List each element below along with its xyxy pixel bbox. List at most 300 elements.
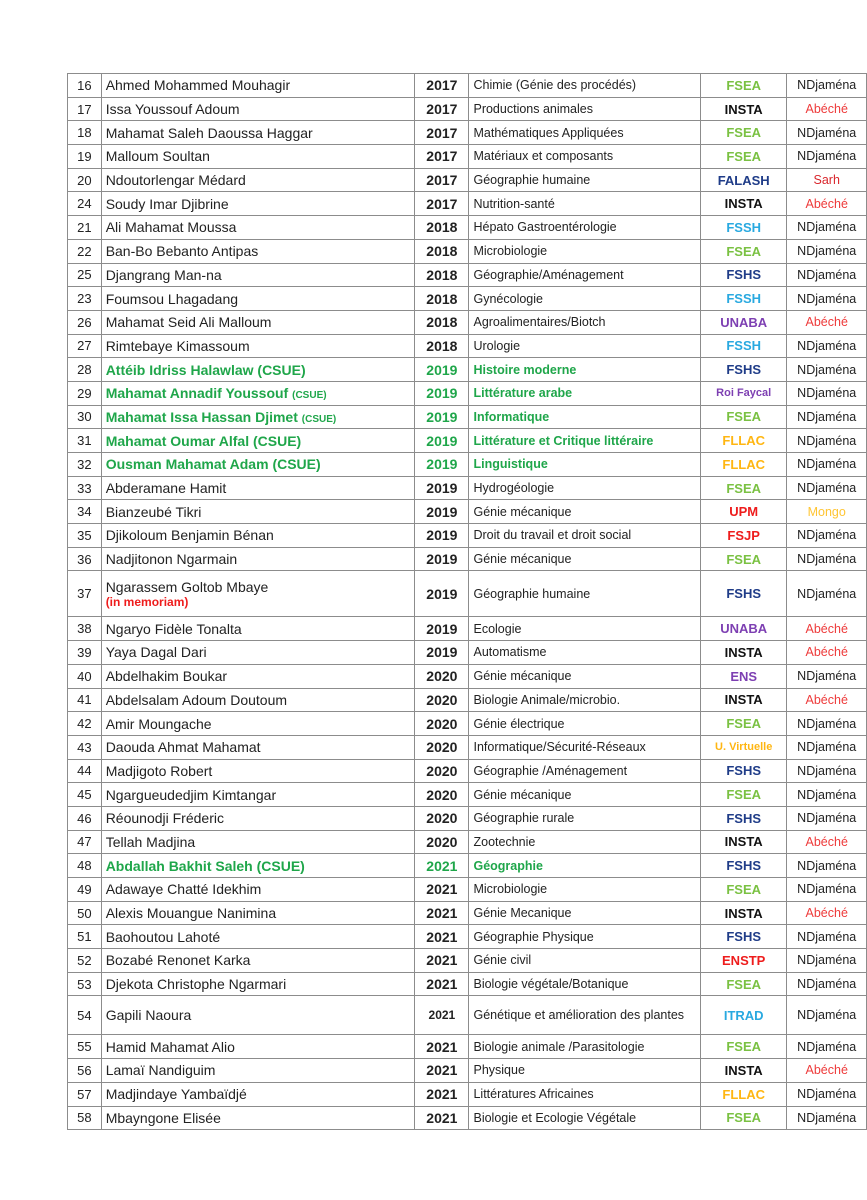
person-name	[101, 949, 415, 973]
city: NDjaména	[787, 476, 867, 500]
csue-tag: (CSUE)	[272, 456, 321, 473]
row-number: 22	[68, 239, 102, 263]
table-row	[68, 1082, 867, 1106]
row-number: 23	[68, 287, 102, 311]
person-name	[101, 97, 415, 121]
person-name-text: Mahamat Seid Ali Malloum	[105, 314, 272, 331]
city: NDjaména	[787, 429, 867, 453]
specialty-field: Biologie et Ecologie Végétale	[469, 1106, 700, 1130]
specialty-field: Hydrogéologie	[469, 476, 700, 500]
table-row	[68, 168, 867, 192]
person-name	[101, 972, 415, 996]
institution: FSHS	[700, 759, 786, 783]
table-row	[68, 1059, 867, 1083]
city: NDjaména	[787, 664, 867, 688]
person-name-text: Baohoutou Lahoté	[105, 928, 221, 945]
row-number: 48	[68, 854, 102, 878]
specialty-field: Mathématiques Appliquées	[469, 121, 700, 145]
defense-year: 2021	[415, 854, 469, 878]
defense-year: 2021	[415, 996, 469, 1035]
person-name	[101, 641, 415, 665]
specialty-field: Géographie rurale	[469, 806, 700, 830]
specialty-field: Littérature et Critique littéraire	[469, 429, 700, 453]
row-number: 31	[68, 429, 102, 453]
table-row	[68, 405, 867, 429]
institution: FSJP	[700, 524, 786, 548]
person-name	[101, 500, 415, 524]
defense-year: 2018	[415, 310, 469, 334]
institution: FSSH	[700, 216, 786, 240]
institution: FSHS	[700, 925, 786, 949]
institution: FSEA	[700, 405, 786, 429]
defense-year: 2020	[415, 712, 469, 736]
institution: FLLAC	[700, 429, 786, 453]
specialty-field: Gynécologie	[469, 287, 700, 311]
table-row	[68, 925, 867, 949]
person-name-text: Daouda Ahmat Mahamat	[105, 739, 261, 756]
defense-year: 2021	[415, 1106, 469, 1130]
table-row	[68, 735, 867, 759]
row-number: 30	[68, 405, 102, 429]
specialty-field: Chimie (Génie des procédés)	[469, 74, 700, 98]
row-number: 38	[68, 617, 102, 641]
table-row	[68, 500, 867, 524]
person-name	[101, 664, 415, 688]
institution: INSTA	[700, 1059, 786, 1083]
defense-year: 2017	[415, 145, 469, 169]
specialty-field: Géographie /Aménagement	[469, 759, 700, 783]
person-name	[101, 287, 415, 311]
table-row	[68, 617, 867, 641]
institution: INSTA	[700, 641, 786, 665]
table-row	[68, 949, 867, 973]
city: NDjaména	[787, 145, 867, 169]
person-name	[101, 996, 415, 1035]
table-row	[68, 901, 867, 925]
defense-year: 2019	[415, 641, 469, 665]
person-name-text: Djangrang Man-na	[105, 266, 222, 283]
city: NDjaména	[787, 239, 867, 263]
row-number: 54	[68, 996, 102, 1035]
city: NDjaména	[787, 996, 867, 1035]
defense-year: 2020	[415, 688, 469, 712]
table-row	[68, 381, 867, 405]
row-number: 47	[68, 830, 102, 854]
row-number: 40	[68, 664, 102, 688]
defense-year: 2018	[415, 334, 469, 358]
city: Abéché	[787, 688, 867, 712]
specialty-field: Physique	[469, 1059, 700, 1083]
person-name	[101, 1106, 415, 1130]
specialty-field: Agroalimentaires/Biotch	[469, 310, 700, 334]
csue-tag: (CSUE)	[301, 413, 337, 425]
defense-year: 2021	[415, 901, 469, 925]
institution: INSTA	[700, 688, 786, 712]
city: NDjaména	[787, 949, 867, 973]
city: NDjaména	[787, 878, 867, 902]
city: NDjaména	[787, 358, 867, 382]
defense-year: 2021	[415, 972, 469, 996]
city: NDjaména	[787, 1082, 867, 1106]
city: NDjaména	[787, 405, 867, 429]
city: NDjaména	[787, 524, 867, 548]
defense-year: 2021	[415, 949, 469, 973]
specialty-field: Histoire moderne	[469, 358, 700, 382]
row-number: 53	[68, 972, 102, 996]
defense-year: 2019	[415, 571, 469, 617]
person-name-text: Djekota Christophe Ngarmari	[105, 976, 287, 993]
person-name	[101, 405, 415, 429]
person-name	[101, 1059, 415, 1083]
defense-year: 2017	[415, 192, 469, 216]
person-name	[101, 453, 415, 477]
specialty-field: Génie électrique	[469, 712, 700, 736]
city: NDjaména	[787, 216, 867, 240]
person-name	[101, 712, 415, 736]
person-name	[101, 1082, 415, 1106]
table-row	[68, 121, 867, 145]
table-row	[68, 972, 867, 996]
person-name-text: Bianzeubé Tikri	[105, 503, 202, 520]
institution: FSEA	[700, 239, 786, 263]
person-name-text: Yaya Dagal Dari	[105, 644, 207, 661]
table-row	[68, 547, 867, 571]
institution: FSEA	[700, 547, 786, 571]
person-name	[101, 334, 415, 358]
person-name-text: Alexis Mouangue Nanimina	[105, 905, 277, 922]
row-number: 20	[68, 168, 102, 192]
person-name	[101, 358, 415, 382]
row-number: 28	[68, 358, 102, 382]
table-row	[68, 145, 867, 169]
row-number: 18	[68, 121, 102, 145]
row-number: 16	[68, 74, 102, 98]
row-number: 27	[68, 334, 102, 358]
person-name	[101, 263, 415, 287]
defense-year: 2019	[415, 476, 469, 500]
specialty-field: Biologie Animale/microbio.	[469, 688, 700, 712]
person-name	[101, 783, 415, 807]
defense-year: 2019	[415, 617, 469, 641]
person-name	[101, 547, 415, 571]
city: Sarh	[787, 168, 867, 192]
person-name-text: Djikoloum Benjamin Bénan	[105, 527, 274, 544]
city: Abéché	[787, 192, 867, 216]
defense-year: 2021	[415, 1035, 469, 1059]
city: NDjaména	[787, 972, 867, 996]
specialty-field: Hépato Gastroentérologie	[469, 216, 700, 240]
row-number: 39	[68, 641, 102, 665]
institution: FSEA	[700, 1106, 786, 1130]
institution: FSSH	[700, 287, 786, 311]
person-name-text: Soudy Imar Djibrine	[105, 195, 229, 212]
institution: FSEA	[700, 145, 786, 169]
row-number: 36	[68, 547, 102, 571]
person-name-text: Malloum Soultan	[105, 148, 210, 165]
specialty-field: Zootechnie	[469, 830, 700, 854]
person-name	[101, 310, 415, 334]
specialty-field: Nutrition-santé	[469, 192, 700, 216]
table-row	[68, 1106, 867, 1130]
person-name-text: Attéib Idriss Halawlaw	[105, 361, 254, 378]
csue-tag: (CSUE)	[292, 390, 327, 402]
institution: INSTA	[700, 97, 786, 121]
specialty-field: Génie Mecanique	[469, 901, 700, 925]
person-name-text: Gapili Naoura	[105, 1007, 192, 1024]
person-name	[101, 381, 415, 405]
row-number: 58	[68, 1106, 102, 1130]
specialty-field: Géographie/Aménagement	[469, 263, 700, 287]
city: NDjaména	[787, 547, 867, 571]
person-name-text: Mahamat Issa Hassan Djimet	[105, 408, 298, 425]
institution: FSHS	[700, 571, 786, 617]
in-memoriam-note: (in memoriam)	[105, 594, 189, 609]
table-row	[68, 287, 867, 311]
person-name	[101, 735, 415, 759]
city: Abéché	[787, 641, 867, 665]
city: NDjaména	[787, 287, 867, 311]
table-row	[68, 688, 867, 712]
defense-year: 2017	[415, 168, 469, 192]
city: Abéché	[787, 830, 867, 854]
row-number: 26	[68, 310, 102, 334]
row-number: 44	[68, 759, 102, 783]
person-name	[101, 688, 415, 712]
institution: UNABA	[700, 310, 786, 334]
institution: FSEA	[700, 476, 786, 500]
institution: FSEA	[700, 1035, 786, 1059]
table-row	[68, 453, 867, 477]
row-number: 34	[68, 500, 102, 524]
institution: FSEA	[700, 121, 786, 145]
person-name	[101, 192, 415, 216]
table-row	[68, 358, 867, 382]
professors-table	[67, 73, 867, 1130]
row-number: 57	[68, 1082, 102, 1106]
person-name	[101, 901, 415, 925]
table-row	[68, 759, 867, 783]
person-name	[101, 617, 415, 641]
person-name-text: Issa Youssouf Adoum	[105, 101, 240, 118]
person-name-text: Madjindaye Yambaïdjé	[105, 1086, 247, 1103]
row-number: 51	[68, 925, 102, 949]
institution: FSEA	[700, 783, 786, 807]
person-name	[101, 830, 415, 854]
institution: FLLAC	[700, 453, 786, 477]
specialty-field: Géographie	[469, 854, 700, 878]
person-name	[101, 878, 415, 902]
city: NDjaména	[787, 571, 867, 617]
specialty-field: Géographie Physique	[469, 925, 700, 949]
defense-year: 2020	[415, 664, 469, 688]
person-name	[101, 429, 415, 453]
person-name	[101, 806, 415, 830]
table-row	[68, 216, 867, 240]
institution: U. Virtuelle	[700, 735, 786, 759]
row-number: 45	[68, 783, 102, 807]
table-row	[68, 192, 867, 216]
institution: FSHS	[700, 806, 786, 830]
defense-year: 2019	[415, 405, 469, 429]
person-name	[101, 476, 415, 500]
city: Abéché	[787, 310, 867, 334]
person-name-text: Ahmed Mohammed Mouhagir	[105, 77, 291, 94]
specialty-field: Génie mécanique	[469, 500, 700, 524]
specialty-field: Littératures Africaines	[469, 1082, 700, 1106]
defense-year: 2018	[415, 216, 469, 240]
row-number: 52	[68, 949, 102, 973]
row-number: 35	[68, 524, 102, 548]
row-number: 43	[68, 735, 102, 759]
person-name-text: Réounodji Fréderic	[105, 810, 224, 827]
defense-year: 2017	[415, 97, 469, 121]
specialty-field: Géographie humaine	[469, 168, 700, 192]
csue-tag: (CSUE)	[252, 432, 302, 449]
city: NDjaména	[787, 735, 867, 759]
city: Abéché	[787, 1059, 867, 1083]
defense-year: 2019	[415, 453, 469, 477]
defense-year: 2019	[415, 547, 469, 571]
specialty-field: Matériaux et composants	[469, 145, 700, 169]
specialty-field: Génétique et amélioration des plantes	[469, 996, 700, 1035]
specialty-field: Microbiologie	[469, 239, 700, 263]
city: NDjaména	[787, 1035, 867, 1059]
table-row	[68, 476, 867, 500]
person-name-text: Mbayngone Elisée	[105, 1109, 221, 1126]
institution: FSSH	[700, 334, 786, 358]
defense-year: 2018	[415, 263, 469, 287]
specialty-field: Informatique/Sécurité-Réseaux	[469, 735, 700, 759]
row-number: 17	[68, 97, 102, 121]
row-number: 42	[68, 712, 102, 736]
city: Mongo	[787, 500, 867, 524]
city: Abéché	[787, 97, 867, 121]
table-row	[68, 263, 867, 287]
institution: ENS	[700, 664, 786, 688]
institution: Roi Faycal	[700, 381, 786, 405]
institution: FSHS	[700, 358, 786, 382]
person-name	[101, 74, 415, 98]
defense-year: 2018	[415, 239, 469, 263]
defense-year: 2020	[415, 830, 469, 854]
person-name-text: Ndoutorlengar Médard	[105, 172, 246, 189]
row-number: 29	[68, 381, 102, 405]
specialty-field: Ecologie	[469, 617, 700, 641]
city: NDjaména	[787, 1106, 867, 1130]
person-name-text: Foumsou Lhagadang	[105, 290, 239, 307]
person-name	[101, 145, 415, 169]
person-name	[101, 168, 415, 192]
person-name	[101, 524, 415, 548]
person-name-text: Ngaryo Fidèle Tonalta	[105, 620, 242, 637]
specialty-field: Géographie humaine	[469, 571, 700, 617]
row-number: 41	[68, 688, 102, 712]
csue-tag: (CSUE)	[256, 857, 305, 874]
csue-tag: (CSUE)	[257, 361, 306, 378]
row-number: 33	[68, 476, 102, 500]
row-number: 32	[68, 453, 102, 477]
person-name-text: Mahamat Saleh Daoussa Haggar	[105, 124, 313, 141]
person-name-text: Hamid Mahamat Alio	[105, 1038, 235, 1055]
defense-year: 2021	[415, 925, 469, 949]
city: NDjaména	[787, 263, 867, 287]
row-number: 49	[68, 878, 102, 902]
specialty-field: Génie civil	[469, 949, 700, 973]
specialty-field: Productions animales	[469, 97, 700, 121]
person-name-text: Nadjitonon Ngarmain	[105, 551, 238, 568]
table-row	[68, 310, 867, 334]
city: NDjaména	[787, 121, 867, 145]
table-row	[68, 239, 867, 263]
row-number: 37	[68, 571, 102, 617]
person-name-text: Ngarassem Goltob Mbaye	[105, 578, 269, 595]
specialty-field: Automatisme	[469, 641, 700, 665]
defense-year: 2020	[415, 735, 469, 759]
institution: FSEA	[700, 878, 786, 902]
table-row	[68, 97, 867, 121]
defense-year: 2020	[415, 759, 469, 783]
defense-year: 2019	[415, 524, 469, 548]
institution: FSHS	[700, 854, 786, 878]
specialty-field: Urologie	[469, 334, 700, 358]
table-row	[68, 664, 867, 688]
specialty-field: Biologie animale /Parasitologie	[469, 1035, 700, 1059]
city: NDjaména	[787, 759, 867, 783]
table-row	[68, 74, 867, 98]
specialty-field: Génie mécanique	[469, 547, 700, 571]
defense-year: 2019	[415, 381, 469, 405]
table-row	[68, 806, 867, 830]
institution: FSEA	[700, 712, 786, 736]
table-row	[68, 712, 867, 736]
city: Abéché	[787, 617, 867, 641]
specialty-field: Génie mécanique	[469, 664, 700, 688]
person-name	[101, 759, 415, 783]
table-row	[68, 334, 867, 358]
defense-year: 2020	[415, 806, 469, 830]
city: NDjaména	[787, 783, 867, 807]
person-name-text: Mahamat Annadif Youssouf	[105, 385, 289, 402]
row-number: 50	[68, 901, 102, 925]
person-name-text: Abderamane Hamit	[105, 480, 227, 497]
institution: UNABA	[700, 617, 786, 641]
specialty-field: Génie mécanique	[469, 783, 700, 807]
institution: INSTA	[700, 901, 786, 925]
institution: INSTA	[700, 192, 786, 216]
professors-table-body	[68, 74, 867, 1130]
city: NDjaména	[787, 334, 867, 358]
defense-year: 2021	[415, 878, 469, 902]
defense-year: 2021	[415, 1082, 469, 1106]
specialty-field: Droit du travail et droit social	[469, 524, 700, 548]
row-number: 55	[68, 1035, 102, 1059]
table-row	[68, 641, 867, 665]
person-name-text: Tellah Madjina	[105, 833, 196, 850]
person-name-text: Ousman Mahamat Adam	[105, 456, 273, 473]
specialty-field: Informatique	[469, 405, 700, 429]
person-name-text: Lamaï Nandiguim	[105, 1062, 216, 1079]
defense-year: 2018	[415, 287, 469, 311]
city: NDjaména	[787, 925, 867, 949]
table-row	[68, 830, 867, 854]
table-row	[68, 854, 867, 878]
city: NDjaména	[787, 381, 867, 405]
specialty-field: Biologie végétale/Botanique	[469, 972, 700, 996]
city: NDjaména	[787, 453, 867, 477]
person-name-text: Ngargueudedjim Kimtangar	[105, 786, 277, 803]
person-name-text: Adawaye Chatté Idekhim	[105, 881, 262, 898]
institution: FLLAC	[700, 1082, 786, 1106]
